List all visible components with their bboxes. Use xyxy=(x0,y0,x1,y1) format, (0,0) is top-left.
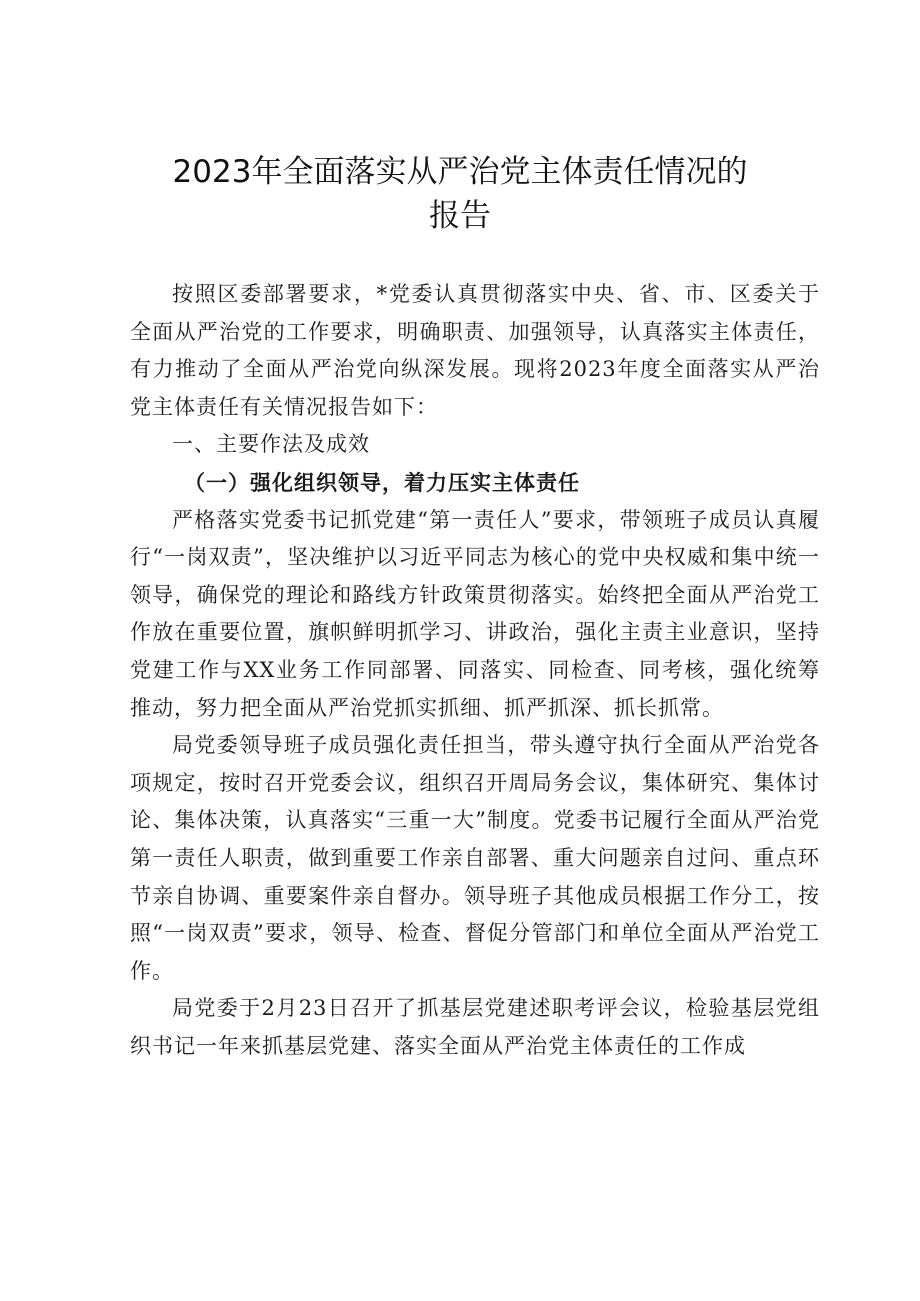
subsection-heading-1: （一）强化组织领导，着力压实主体责任 xyxy=(184,469,580,495)
document-title-line-2: 报告 xyxy=(429,198,491,234)
section-heading-1: 一、主要作法及成效 xyxy=(172,432,370,457)
body-paragraph-3: 局党委于2月23日召开了抓基层党建述职考评会议，检验基层党组织书记一年来抓基层党建、落实全面从严治党主体责任的工作成 xyxy=(130,996,820,1058)
body-paragraph-1: 严格落实党委书记抓党建“第一责任人”要求，带领班子成员认真履行“一岗双责”，坚决维护以习近平同志为核心的党中央权威和集中统一领导，确保党的理论和路线方针政策贯彻落实。始终把全面从严治党工作放在重要位置，旗帜鲜明抓学习、讲政治，强化主责主业意识，坚持党建工作与XX业务工作同部署、同落实、同检查、同考核，强化统筹推动，努力把全面从严治党抓实抓细、抓严抓深、抓长抓常。 xyxy=(130,507,820,720)
document-body xyxy=(130,276,820,1065)
document-title-line-1: 2023年全面落实从严治党主体责任情况的 xyxy=(172,154,748,190)
body-paragraph-2: 局党委领导班子成员强化责任担当，带头遵守执行全面从严治党各项规定，按时召开党委会议，组织召开周局务会议，集体研究、集体讨论、集体决策，认真落实“三重一大”制度。党委书记履行全面从严治党第一责任人职责，做到重要工作亲自部署、重大问题亲自过问、重点环节亲自协调、重要案件亲自督办。领导班子其他成员根据工作分工，按照“一岗双责”要求，领导、检查、督促分管部门和单位全面从严治党工作。 xyxy=(130,733,820,983)
intro-paragraph: 按照区委部署要求，*党委认真贯彻落实中央、省、市、区委关于全面从严治党的工作要求，明确职责、加强领导，认真落实主体责任，有力推动了全面从严治党向纵深发展。现将2023年度全面落实从严治党主体责任有关情况报告如下： xyxy=(130,282,820,419)
